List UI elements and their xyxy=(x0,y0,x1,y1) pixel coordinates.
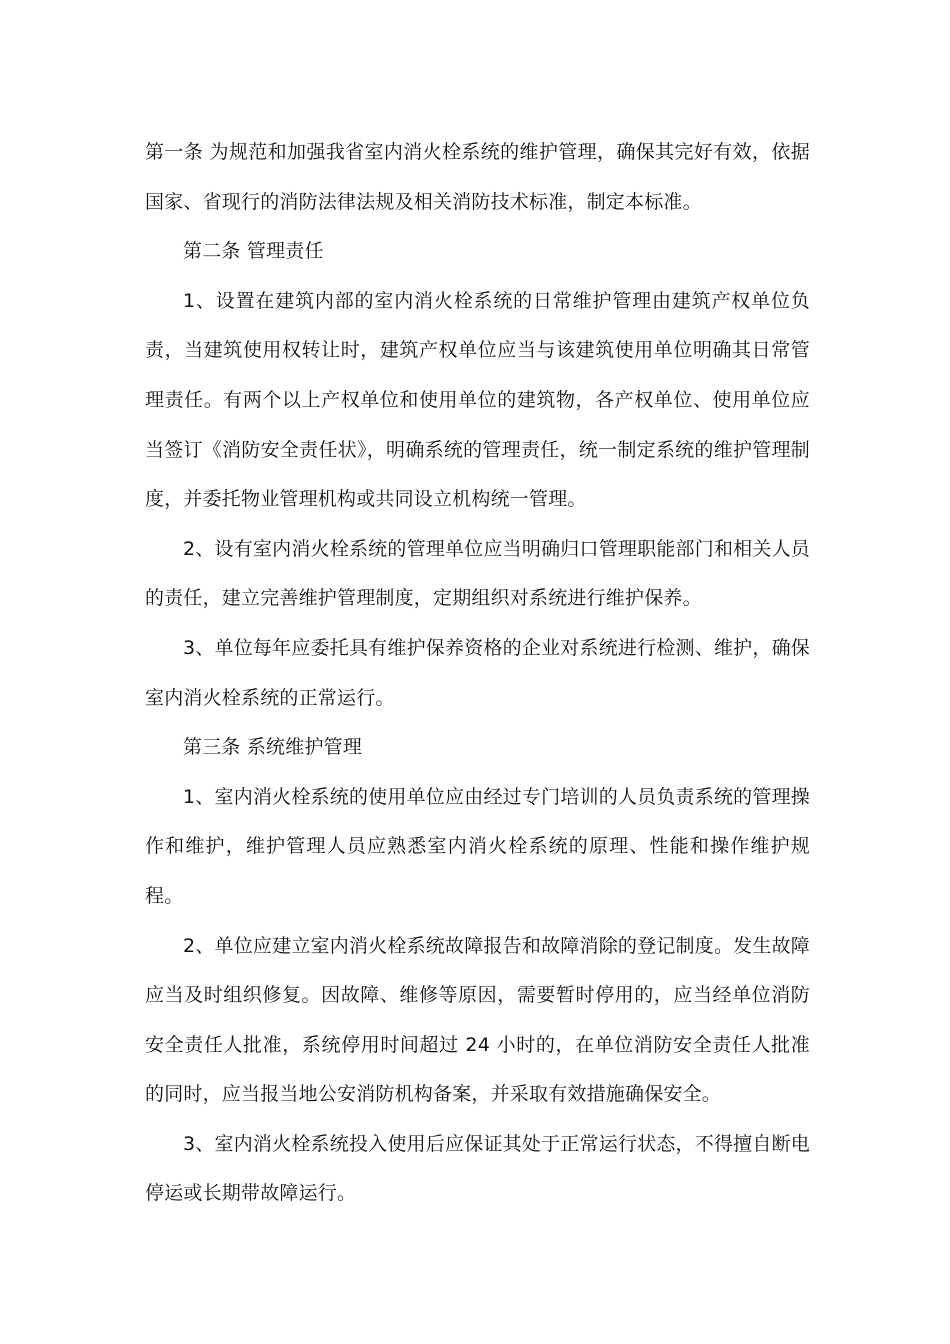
paragraph-article-2-item-2: 2、设有室内消火栓系统的管理单位应当明确归口管理职能部门和相关人员的责任，建立完善维护管理制度，定期组织对系统进行维护保养。 xyxy=(145,537,810,610)
paragraph-article-3-item-3: 3、室内消火栓系统投入使用后应保证其处于正常运行状态，不得擅自断电停运或长期带故障运行。 xyxy=(145,1132,810,1205)
paragraph-article-3-item-1: 1、室内消火栓系统的使用单位应由经过专门培训的人员负责系统的管理操作和维护，维护管理人员应熟悉室内消火栓系统的原理、性能和操作维护规程。 xyxy=(145,785,810,907)
paragraph-article-3-item-2: 2、单位应建立室内消火栓系统故障报告和故障消除的登记制度。发生故障应当及时组织修复。因故障、维修等原因，需要暂时停用的，应当经单位消防安全责任人批准，系统停用时间超过 24 小时的，在单位消防安全责任人批准的同时，应当报当地公安消防机构备案，并采取有效措施确保安全。 xyxy=(145,934,810,1106)
paragraph-article-2-item-1: 1、设置在建筑内部的室内消火栓系统的日常维护管理由建筑产权单位负责，当建筑使用权转让时，建筑产权单位应当与该建筑使用单位明确其日常管理责任。有两个以上产权单位和使用单位的建筑物，各产权单位、使用单位应当签订《消防安全责任状》，明确系统的管理责任，统一制定系统的维护管理制度，并委托物业管理机构或共同设立机构统一管理。 xyxy=(145,289,810,511)
paragraph-article-2-item-3: 3、单位每年应委托具有维护保养资格的企业对系统进行检测、维护，确保室内消火栓系统的正常运行。 xyxy=(145,636,810,709)
heading-article-3: 第三条 系统维护管理 xyxy=(183,736,363,759)
paragraph-article-1: 第一条 为规范和加强我省室内消火栓系统的维护管理，确保其完好有效，依据国家、省现行的消防法律法规及相关消防技术标准，制定本标准。 xyxy=(145,141,810,213)
heading-article-2: 第二条 管理责任 xyxy=(183,240,324,263)
document-body xyxy=(145,128,810,1219)
